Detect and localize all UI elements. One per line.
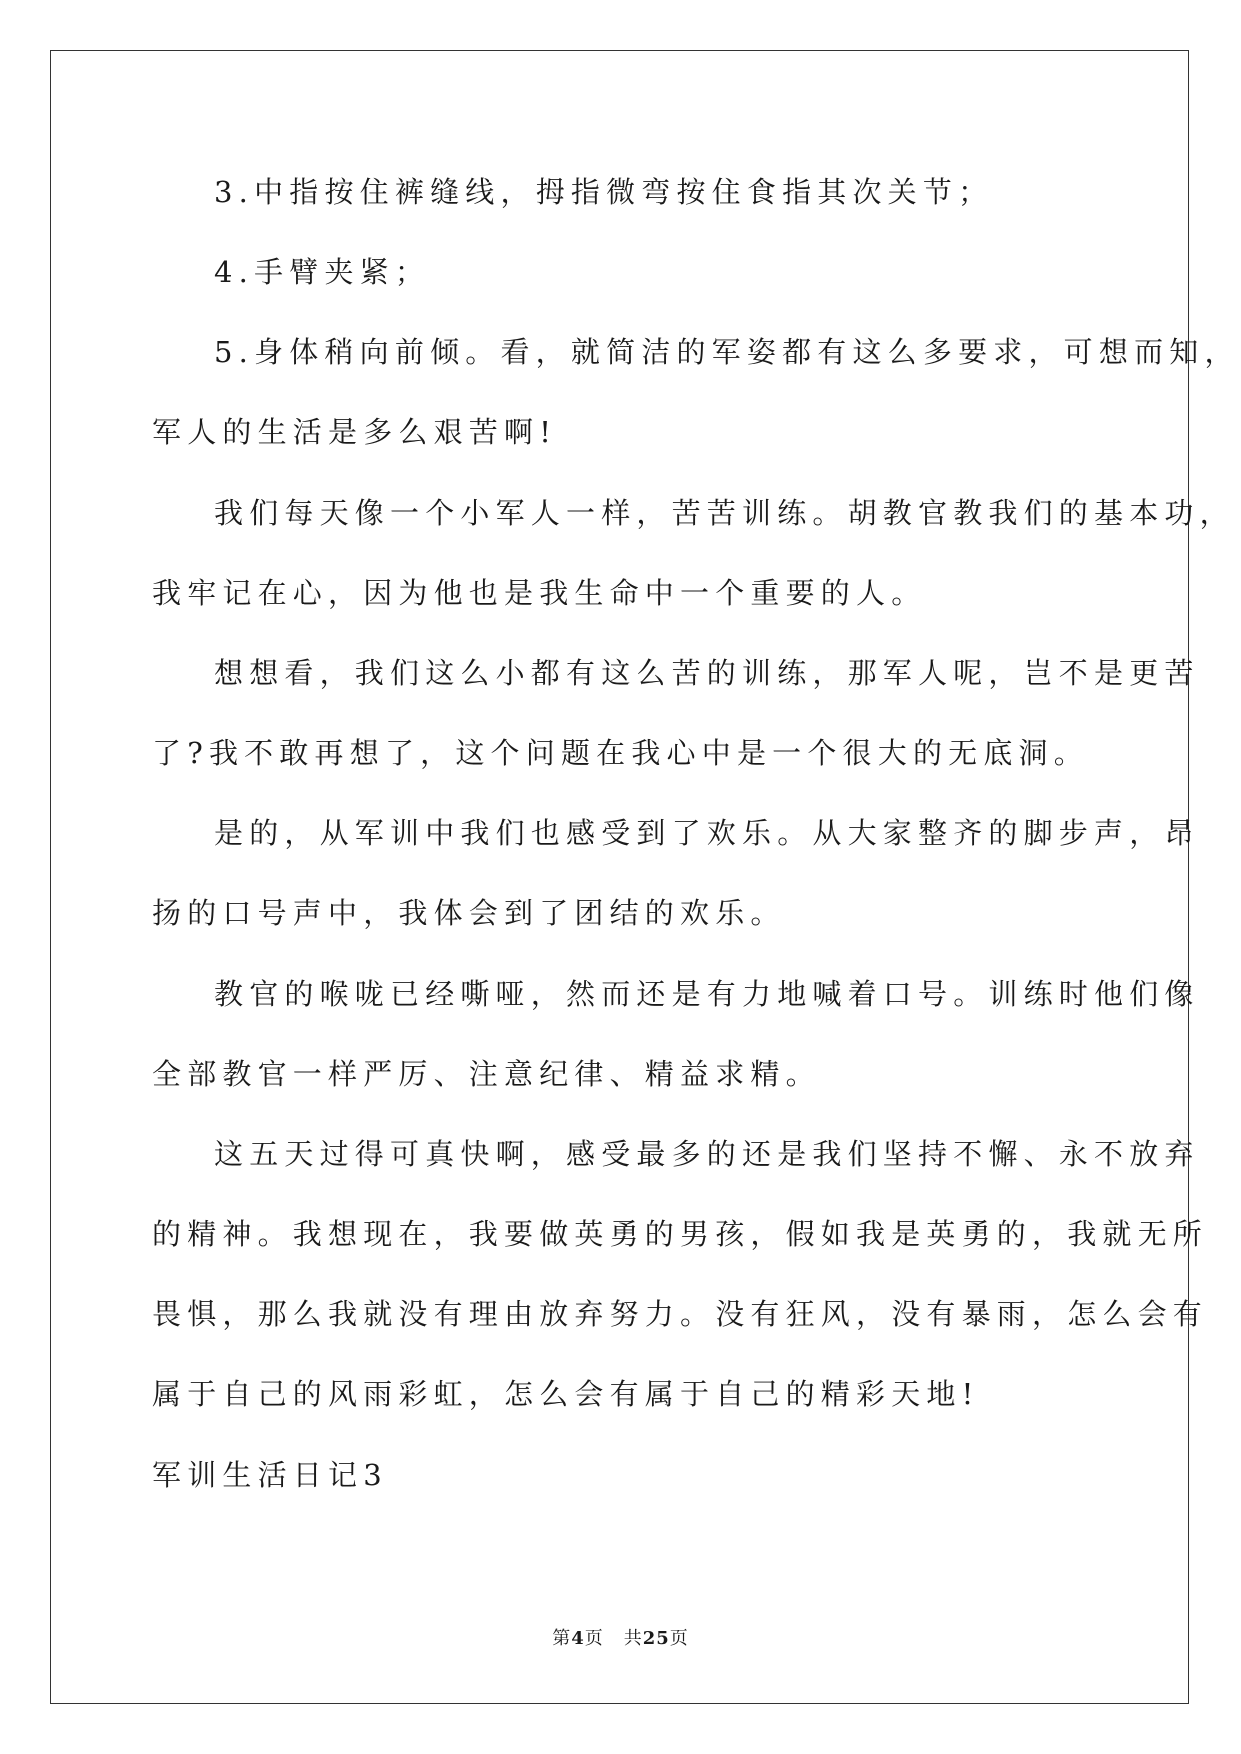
paragraph-line: 我们每天像一个小军人一样，苦苦训练。胡教官教我们的基本功， bbox=[214, 496, 1235, 530]
footer-page-suffix: 页 bbox=[584, 1628, 604, 1649]
paragraph-line: 4.手臂夹紧； bbox=[214, 255, 431, 289]
paragraph-line: 我牢记在心，因为他也是我生命中一个重要的人。 bbox=[152, 576, 927, 610]
footer-total-pages: 25 bbox=[642, 1628, 670, 1649]
paragraph-line: 扬的口号声中，我体会到了团结的欢乐。 bbox=[152, 896, 786, 930]
footer-total-suffix: 页 bbox=[669, 1628, 689, 1649]
paragraph-line: 的精神。我想现在，我要做英勇的男孩，假如我是英勇的，我就无所 bbox=[152, 1217, 1209, 1251]
paragraph-line: 了?我不敢再想了，这个问题在我心中是一个很大的无底洞。 bbox=[152, 736, 1089, 770]
paragraph-line: 属于自己的风雨彩虹，怎么会有属于自己的精彩天地! bbox=[152, 1377, 980, 1411]
paragraph-line: 3.中指按住裤缝线，拇指微弯按住食指其次关节； bbox=[214, 175, 994, 209]
paragraph-line: 5.身体稍向前倾。看，就简洁的军姿都有这么多要求，可想而知， bbox=[214, 335, 1240, 369]
section-heading: 军训生活日记3 bbox=[152, 1458, 388, 1492]
page-footer bbox=[0, 1627, 1241, 1651]
paragraph-line: 教官的喉咙已经嘶哑，然而还是有力地喊着口号。训练时他们像 bbox=[214, 977, 1200, 1011]
paragraph-line: 是的，从军训中我们也感受到了欢乐。从大家整齐的脚步声，昂 bbox=[214, 816, 1200, 850]
paragraph-line: 畏惧，那么我就没有理由放弃努力。没有狂风，没有暴雨，怎么会有 bbox=[152, 1297, 1209, 1331]
footer-page-prefix: 第 bbox=[552, 1628, 572, 1649]
footer-total-prefix: 共 bbox=[623, 1628, 643, 1649]
paragraph-line: 这五天过得可真快啊，感受最多的还是我们坚持不懈、永不放弃 bbox=[214, 1137, 1200, 1171]
footer-page-number: 4 bbox=[571, 1628, 585, 1649]
paragraph-line: 想想看，我们这么小都有这么苦的训练，那军人呢，岂不是更苦 bbox=[214, 656, 1200, 690]
paragraph-line: 军人的生活是多么艰苦啊! bbox=[152, 415, 558, 449]
paragraph-line: 全部教官一样严厉、注意纪律、精益求精。 bbox=[152, 1057, 821, 1091]
